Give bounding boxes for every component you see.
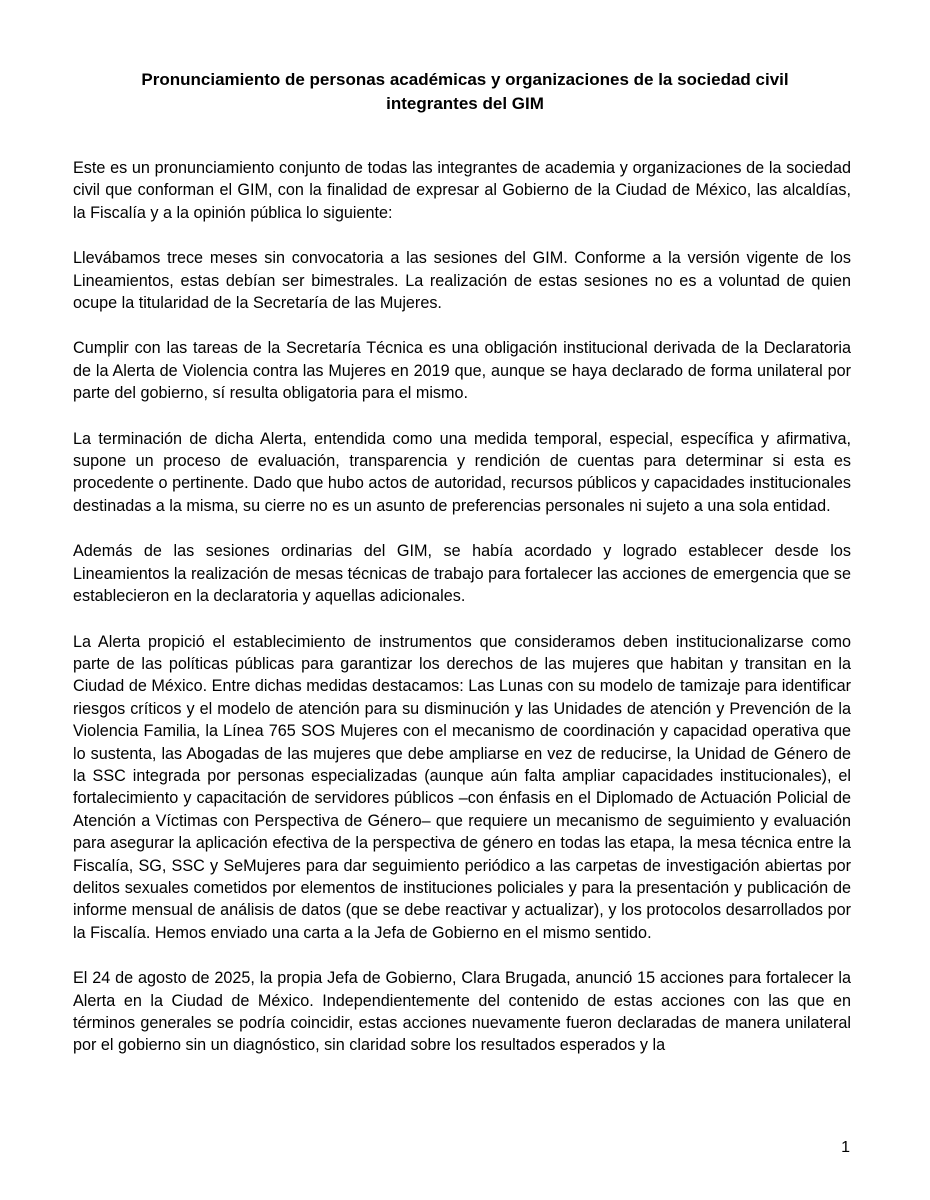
paragraph-sessions: Llevábamos trece meses sin convocatoria a las sesiones del GIM. Conforme a la versión vigente de los Lineamientos, estas debían ser bimestrales. La realización de estas sesiones no es a voluntad de quien ocupe la titularidad de la Secretaría de las Mujeres. <box>73 249 851 313</box>
paragraph-instruments: La Alerta propició el establecimiento de instrumentos que consideramos deben institucionalizarse como parte de las políticas públicas para garantizar los derechos de las mujeres que habitan y transitan en la Ciudad de México. Entre dichas medidas destacamos: Las Lunas con su modelo de tamizaje para identificar riesgos críticos y el modelo de atención para su disminución y las Unidades de atención y Prevención de la Violencia Familia, la Línea 765 SOS Mujeres con el mecanismo de coordinación y capacidad operativa que lo sustenta, las Abogadas de las mujeres que debe ampliarse en vez de reducirse, la Unidad de Género de la SSC integrada por personas especializadas (aunque aún falta ampliar capacidades institucionales), el fortalecimiento y capacitación de servidores públicos –con énfasis en el Diplomado de Actuación Policial de Atención a Víctimas con Perspectiva de Género– que requiere un mecanismo de seguimiento y evaluación para asegurar la aplicación efectiva de la perspectiva de género en todas las etapa, la mesa técnica entre la Fiscalía, SG, SSC y SeMujeres para dar seguimiento periódico a las carpetas de investigación abiertas por delitos sexuales cometidos por elementos de instituciones policiales y para la presentación y publicación de informe mensual de análisis de datos (que se debe reactivar y actualizar), y los protocolos desarrollados por la Fiscalía. Hemos enviado una carta a la Jefa de Gobierno en el mismo sentido. <box>73 632 851 942</box>
paragraph-technical-secretariat: Cumplir con las tareas de la Secretaría Técnica es una obligación institucional derivada de la Declaratoria de la Alerta de Violencia contra las Mujeres en 2019 que, aunque se haya declarado de forma unilateral por parte del gobierno, sí resulta obligatoria para el mismo. <box>73 339 851 403</box>
paragraph-alert-termination: La terminación de dicha Alerta, entendida como una medida temporal, especial, específica y afirmativa, supone un proceso de evaluación, transparencia y rendición de cuentas para determinar si esta es procedente o pertinente. Dado que hubo actos de autoridad, recursos públicos y capacidades institucionales destinadas a la misma, su cierre no es un asunto de preferencias personales ni sujeto a una sola entidad. <box>73 429 851 515</box>
document-title-line-1: Pronunciamiento de personas académicas y organizaciones de la sociedad civil <box>141 70 789 89</box>
paragraph-15-actions: El 24 de agosto de 2025, la propia Jefa de Gobierno, Clara Brugada, anunció 15 acciones para fortalecer la Alerta en la Ciudad de México. Independientemente del contenido de estas acciones con las que en términos generales se podría coincidir, estas acciones nuevamente fueron declaradas de manera unilateral por el gobierno sin un diagnóstico, sin claridad sobre los resultados esperados y la <box>73 969 851 1055</box>
paragraph-technical-tables: Además de las sesiones ordinarias del GIM, se había acordado y logrado establecer desde los Lineamientos la realización de mesas técnicas de trabajo para fortalecer las acciones de emergencia que se establecieron en la declaratoria y aquellas adicionales. <box>73 542 851 606</box>
page-number: 1 <box>841 1139 850 1156</box>
document-title <box>100 68 830 116</box>
paragraph-intro: Este es un pronunciamiento conjunto de todas las integrantes de academia y organizaciones de la sociedad civil que conforman el GIM, con la finalidad de expresar al Gobierno de la Ciudad de México, las alcaldías, la Fiscalía y a la opinión pública lo siguiente: <box>73 159 851 222</box>
document-title-line-2: integrantes del GIM <box>386 94 544 113</box>
document-body <box>73 157 851 1080</box>
